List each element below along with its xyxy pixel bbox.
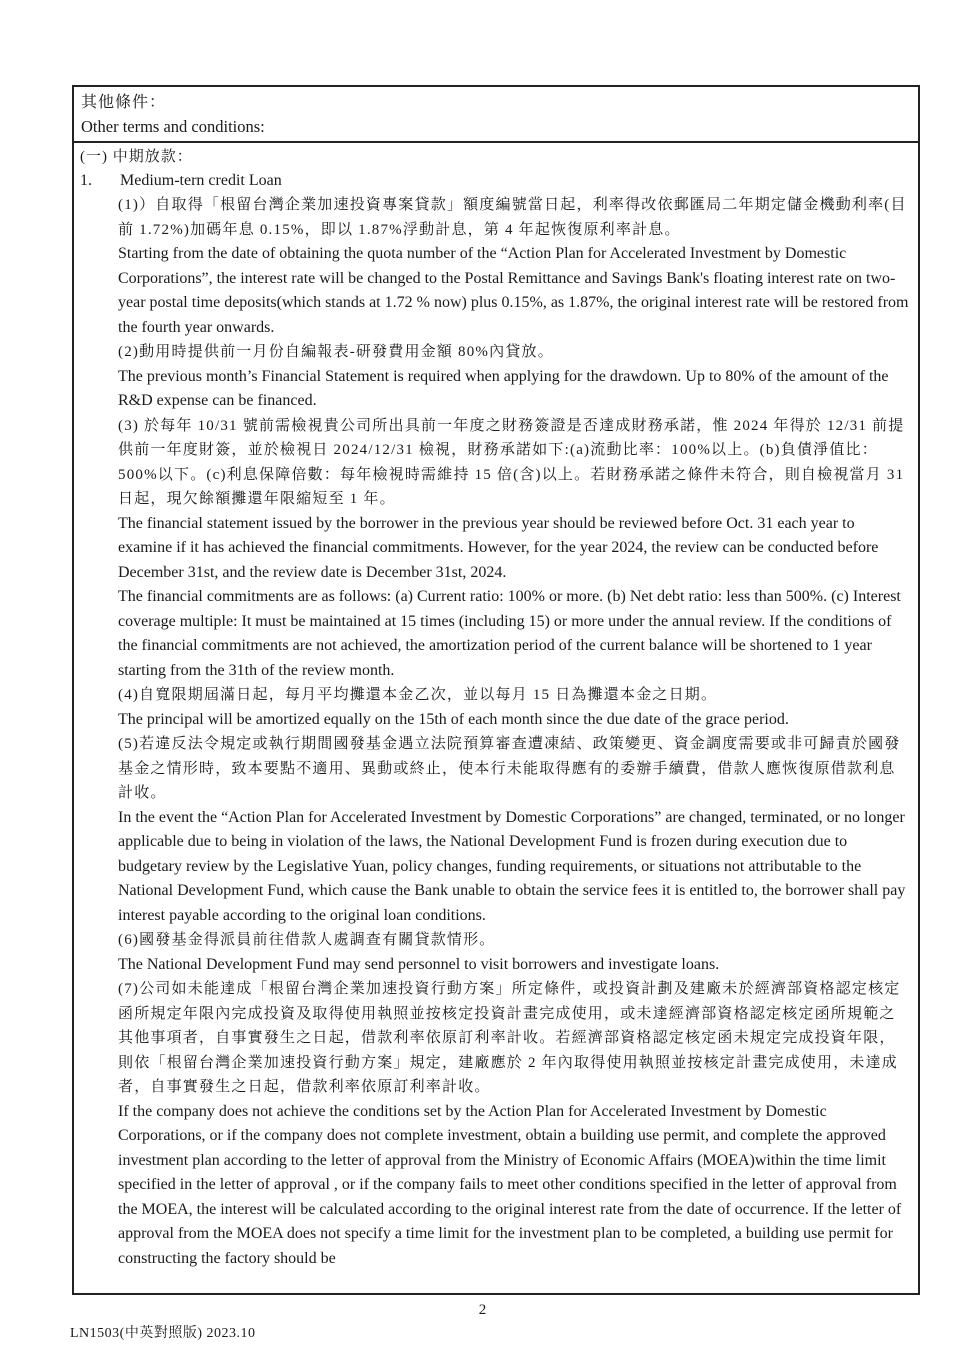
clause-1 [118, 193, 910, 340]
terms-body [74, 143, 918, 1271]
clause-text-zh: (3) 於每年 10/31 號前需檢視貴公司所出具前一年度之財務簽證是否達成財務承諾，惟 2024 年得於 12/31 前提供前一年度財簽，並於檢視日 2024/12/31 檢視，財務承諾如下:(a)流動比率：100%以上。(b)負債淨值比：500%以下。(c)利息保障倍數：每年檢視時需維持 15 倍(含)以上。若財務承諾之條件未符合，則自檢視當月 31 日起，現欠餘額攤還年限縮短至 1 年。 [118, 417, 905, 507]
section-number: 1. [80, 172, 92, 189]
clause-text-en: The previous month’s Financial Statement is required when applying for the drawdown. Up to 80% of the amount of the R&D expense can be financed. [118, 367, 889, 409]
clause-text-zh: (4)自寬限期屆滿日起，每月平均攤還本金乙次，並以每月 15 日為攤還本金之日期。 [118, 687, 718, 703]
clause-text-zh: (5)若違反法令規定或執行期間國發基金遇立法院預算審查遭凍結、政策變更、資金調度需要或非可歸責於國發基金之情形時，致本要點不適用、異動或終止，使本行未能取得應有的委辦手續費，借款人應恢復原借款利息計收。 [118, 736, 901, 801]
clause-text-en: If the company does not achieve the conditions set by the Action Plan for Accelerated Investment by Domestic Corporations, or if the company does not complete investment, obtain a building use permit, and complete the approved investment plan according to the letter of approval from the Ministry of Economic Affairs (MOEA)within the time limit specified in the letter of approval , or if the company fails to meet other conditions specified in the letter of approval from the MOEA, the interest will be calculated according to the original interest rate from the date of occurrence. If the letter of approval from the MOEA does not specify a time limit for the investment plan to be completed, a building use permit for constructing the factory should be [118, 1102, 902, 1267]
terms-header [74, 87, 918, 143]
section-heading-en: Medium-tern credit Loan [120, 172, 282, 189]
clause-text-en: The financial statement issued by the borrower in the previous year should be reviewed before Oct. 31 each year to examine if it has achieved the financial commitments. However, for the year 2024, the review can be conducted before December 31st, and the review date is December 31st, 2024. [118, 514, 879, 581]
clause-5 [118, 732, 910, 928]
clause-text-zh: (7)公司如未能達成「根留台灣企業加速投資行動方案」所定條件，或投資計劃及建廠未於經濟部資格認定核定函所規定年限內完成投資及取得使用執照並按核定投資計畫完成使用，或未達經濟部資格認定核定函所規範之其他事項者，自事實發生之日起，借款利率依原訂利率計收。若經濟部資格認定核定函未規定完成投資年限，則依「根留台灣企業加速投資行動方案」規定，建廠應於 2 年內取得使用執照並按核定計畫完成使用，未達成者，自事實發生之日起，借款利率依原訂利率計收。 [118, 981, 901, 1095]
header-title-en: Other terms and conditions: [81, 117, 265, 136]
section-heading-zh: (一) 中期放款： [80, 149, 193, 165]
clause-3 [118, 414, 910, 684]
page-number: 2 [478, 1302, 487, 1318]
clause-text-en: The principal will be amortized equally on the 15th of each month since the due date of the grace period. [118, 710, 789, 728]
clause-6 [118, 928, 910, 977]
form-footer-code: LN1503(中英對照版) 2023.10 [70, 1326, 256, 1341]
clause-text-zh: (1)）自取得「根留台灣企業加速投資專案貸款」額度編號當日起，利率得改依郵匯局二年期定儲金機動利率(目前 1.72%)加碼年息 0.15%，即以 1.87%浮動計息，第 4 年起恢復原利率計息。 [118, 197, 907, 238]
clause-text-zh: (2)動用時提供前一月份自編報表-研發費用金額 80%內貸放。 [118, 344, 554, 360]
clause-text-zh: (6)國發基金得派員前往借款人處調查有關貸款情形。 [118, 932, 496, 948]
clause-text-en: In the event the “Action Plan for Accelerated Investment by Domestic Corporations” are changed, terminated, or no longer applicable due to being in violation of the laws, the National Development Fund is frozen during execution due to budgetary review by the Legislative Yuan, policy changes, funding requirements, or situations not attributable to the National Development Fund, which cause the Bank unable to obtain the service fees it is entitled to, the borrower shall pay interest payable according to the original loan conditions. [118, 808, 906, 924]
terms-frame [72, 85, 920, 1295]
clause-text-en: Starting from the date of obtaining the quota number of the “Action Plan for Accelerated Investment by Domestic Corporations”, the interest rate will be changed to the Postal Remittance and Savings Bank's floating interest rate on two-year postal time deposits(which stands at 1.72 % now) plus 0.15%, as 1.87%, the original interest rate will be restored from the fourth year onwards. [118, 245, 909, 336]
clause-list [80, 193, 910, 1271]
clause-2 [118, 340, 910, 414]
clause-text-en: The National Development Fund may send personnel to visit borrowers and investigate loans. [118, 955, 720, 973]
clause-4 [118, 683, 910, 732]
clause-7 [118, 977, 910, 1271]
header-title-zh: 其他條件： [81, 94, 167, 111]
clause-text-en-continued: The financial commitments are as follows: (a) Current ratio: 100% or more. (b) Net debt ratio: less than 500%. (c) Interest coverage multiple: It must be maintained at 15 times (including 15) or more under the annual review. If the conditions of the financial commitments are not achieved, the amortization period of the current balance will be shortened to 1 year starting from the 31th of the review month. [118, 588, 901, 679]
section-heading-row [80, 169, 910, 193]
